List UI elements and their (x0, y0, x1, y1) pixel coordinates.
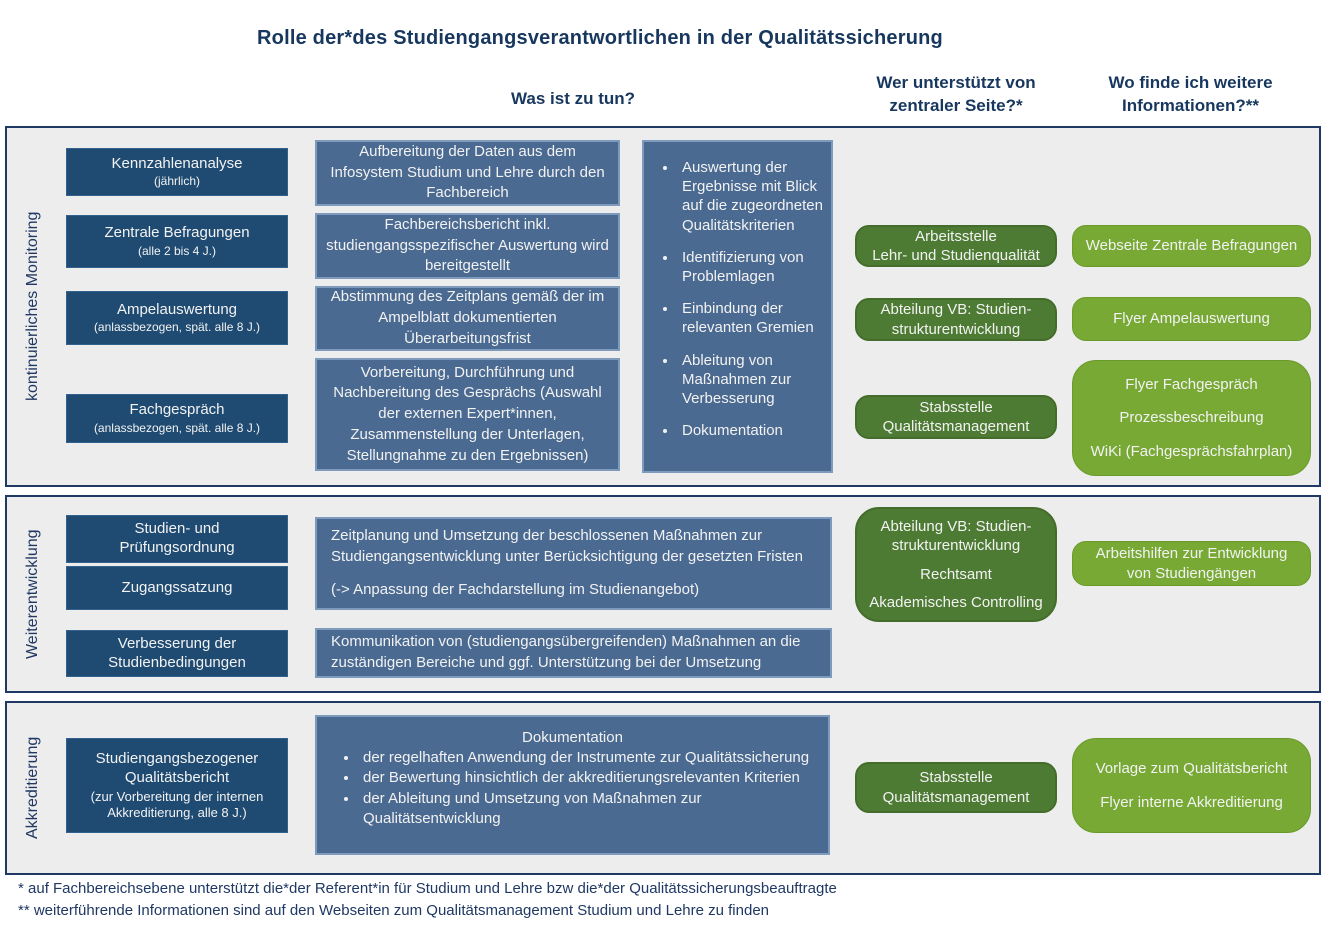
instrument-kennzahlenanalyse (66, 148, 288, 196)
task-text: Zeitplanung und Umsetzung der beschlossenen Maßnahmen zur Studiengangsentwicklung unter Berücksichtigung der gesetzten Fristen (331, 527, 803, 566)
monitoring-activities-list (650, 158, 823, 440)
info-flyer-ampelauswertung (1072, 297, 1311, 341)
instrument-subtitle: (alle 2 bis 4 J.) (137, 243, 217, 258)
task-box-daten (315, 140, 620, 206)
info-line: von Studiengängen (1126, 564, 1257, 582)
footnote-info: ** weiterführende Informationen sind auf den Webseiten zum Qualitätsmanagement Studium und Lehre zu finden (18, 902, 770, 919)
task-text: Fachbereichsbericht inkl. studiengangsspezifischer Auswertung wird bereitgestellt (326, 215, 609, 275)
instrument-zugangssatzung (66, 566, 288, 610)
info-line: Arbeitshilfen zur Entwicklung (1095, 545, 1288, 562)
instrument-ampelauswertung (66, 291, 288, 345)
instrument-pruefungsordnung (66, 515, 288, 563)
info-line: WiKi (Fachgesprächsfahrplan) (1090, 442, 1293, 460)
task-box-kommunikation (315, 628, 832, 678)
section-monitoring (5, 126, 1321, 487)
activity-item: • Ableitung von Maßnahmen zur Verbesserung (678, 351, 823, 409)
support-line: strukturentwicklung (891, 320, 1021, 338)
activity-item: • Dokumentation (678, 421, 823, 440)
support-line: strukturentwicklung (891, 537, 1021, 554)
instrument-line: Prüfungsordnung (119, 539, 235, 556)
instrument-line: Studienbedingungen (108, 653, 246, 671)
support-line: Akademisches Controlling (869, 594, 1043, 611)
task-box-zeitplan (315, 286, 620, 351)
support-stabsstelle (855, 395, 1057, 439)
task-text: Abstimmung des Zeitplans gemäß der im Ampelblatt dokumentierten Überarbeitungsfrist (330, 288, 605, 347)
instrument-title: Kennzahlenanalyse (111, 154, 243, 172)
instrument-line: Studien- und (134, 520, 220, 538)
section-weiterentwicklung-label: Weiterentwicklung (24, 529, 41, 659)
section-akkreditierung (5, 701, 1321, 875)
dokumentation-list (333, 748, 812, 829)
task-note: (-> Anpassung der Fachdarstellung im Studienangebot) (331, 580, 700, 598)
info-line: Flyer Fachgespräch (1125, 375, 1258, 393)
info-line: Flyer interne Akkreditierung (1100, 793, 1283, 811)
instrument-zentrale-befragungen (66, 215, 288, 268)
instrument-studienbedingungen (66, 630, 288, 677)
dokumentation-item: • der Ableitung und Umsetzung von Maßnahmen zur Qualitätsentwicklung (359, 789, 812, 830)
column-header-tasks: Was ist zu tun? (510, 89, 636, 108)
support-abteilung-vb (855, 298, 1057, 341)
support-line: Rechtsamt (920, 565, 992, 583)
support-line: Abteilung VB: Studien- (880, 301, 1032, 318)
instrument-title: Zentrale Befragungen (104, 224, 250, 242)
dokumentation-item: • der regelhaften Anwendung der Instrumente zur Qualitätssicherung (359, 748, 812, 768)
dokumentation-item: • der Bewertung hinsichtlich der akkreditierungsrelevanten Kriterien (359, 768, 812, 788)
section-monitoring-label: kontinuierliches Monitoring (24, 211, 41, 402)
instrument-title: Ampelauswertung (116, 300, 238, 318)
support-vb-rechtsamt-controlling (855, 507, 1057, 622)
instrument-title: Fachgespräch (129, 401, 225, 419)
monitoring-activities-box (642, 140, 833, 473)
info-line: Webseite Zentrale Befragungen (1085, 237, 1298, 255)
support-line: Qualitätsmanagement (882, 418, 1030, 435)
info-line: Flyer Ampelauswertung (1113, 310, 1270, 328)
column-header-info: Wo finde ich weitere Informationen?** (1108, 73, 1273, 115)
activity-item: • Einbindung der relevanten Gremien (678, 299, 823, 337)
task-box-fachbereichsbericht (315, 213, 620, 279)
activity-item: • Identifizierung von Problemlagen (678, 248, 823, 286)
footnote-support: * auf Fachbereichsebene unterstützt die*der Referent*in für Studium und Lehre bzw die*der Qualitätssicherungsbeauftragte (18, 880, 837, 897)
info-webseite-befragungen (1072, 225, 1311, 267)
support-line: Qualitätsmanagement (882, 788, 1030, 806)
task-text: Aufbereitung der Daten aus dem Infosystem Studium und Lehre durch den Fachbereich (330, 142, 605, 202)
info-arbeitshilfen (1072, 541, 1311, 586)
instrument-line: Verbesserung der (117, 634, 237, 652)
support-line: Lehr- und Studienqualität (872, 247, 1040, 264)
instrument-subtitle: (jährlich) (153, 174, 200, 189)
task-text: Vorbereitung, Durchführung und Nachbereitung des Gesprächs (Auswahl der externen Expert*innen, Zusammenstellung der Unterlagen, Stellungnahme zu den Ergebnissen) (333, 363, 602, 464)
task-box-zeitplanung (315, 517, 832, 610)
info-line: Prozessbeschreibung (1119, 409, 1264, 427)
support-line: Stabsstelle (919, 398, 993, 416)
info-line: Vorlage zum Qualitätsbericht (1095, 760, 1288, 777)
support-line: Arbeitsstelle (915, 227, 997, 245)
instrument-subtitle: (anlassbezogen, spät. alle 8 J.) (93, 320, 261, 335)
instrument-title: Studiengangsbezogener Qualitätsbericht (95, 750, 259, 786)
instrument-subtitle: (anlassbezogen, spät. alle 8 J.) (93, 420, 261, 435)
section-akkreditierung-label: Akkreditierung (24, 736, 41, 840)
support-line: Abteilung VB: Studien- (880, 517, 1032, 535)
instrument-qualitaetsbericht (66, 738, 288, 833)
support-arbeitsstelle (855, 225, 1057, 267)
column-header-support: Wer unterstützt von zentraler Seite?* (876, 73, 1036, 115)
instrument-subtitle: (zur Vorbereitung der internen Akkreditierung, alle 8 J.) (90, 788, 264, 820)
task-heading: Dokumentation (522, 729, 623, 746)
support-line: Stabsstelle (919, 769, 993, 786)
info-fachgespraech-materialien (1072, 360, 1311, 476)
task-box-gespraech (315, 358, 620, 471)
instrument-line: Zugangssatzung (121, 578, 233, 596)
task-box-dokumentation (315, 715, 830, 855)
page-title: Rolle der*des Studiengangsverantwortlichen in der Qualitätssicherung (257, 27, 943, 49)
instrument-fachgespraech (66, 394, 288, 443)
activity-item: • Auswertung der Ergebnisse mit Blick auf die zugeordneten Qualitätskriterien (678, 158, 823, 235)
section-weiterentwicklung (5, 495, 1321, 693)
task-text: Kommunikation von (studiengangsübergreifenden) Maßnahmen an die zuständigen Bereiche und ggf. Unterstützung bei der Umsetzung (331, 633, 801, 671)
info-vorlage-flyer (1072, 738, 1311, 833)
support-stabsstelle-akkr (855, 762, 1057, 813)
